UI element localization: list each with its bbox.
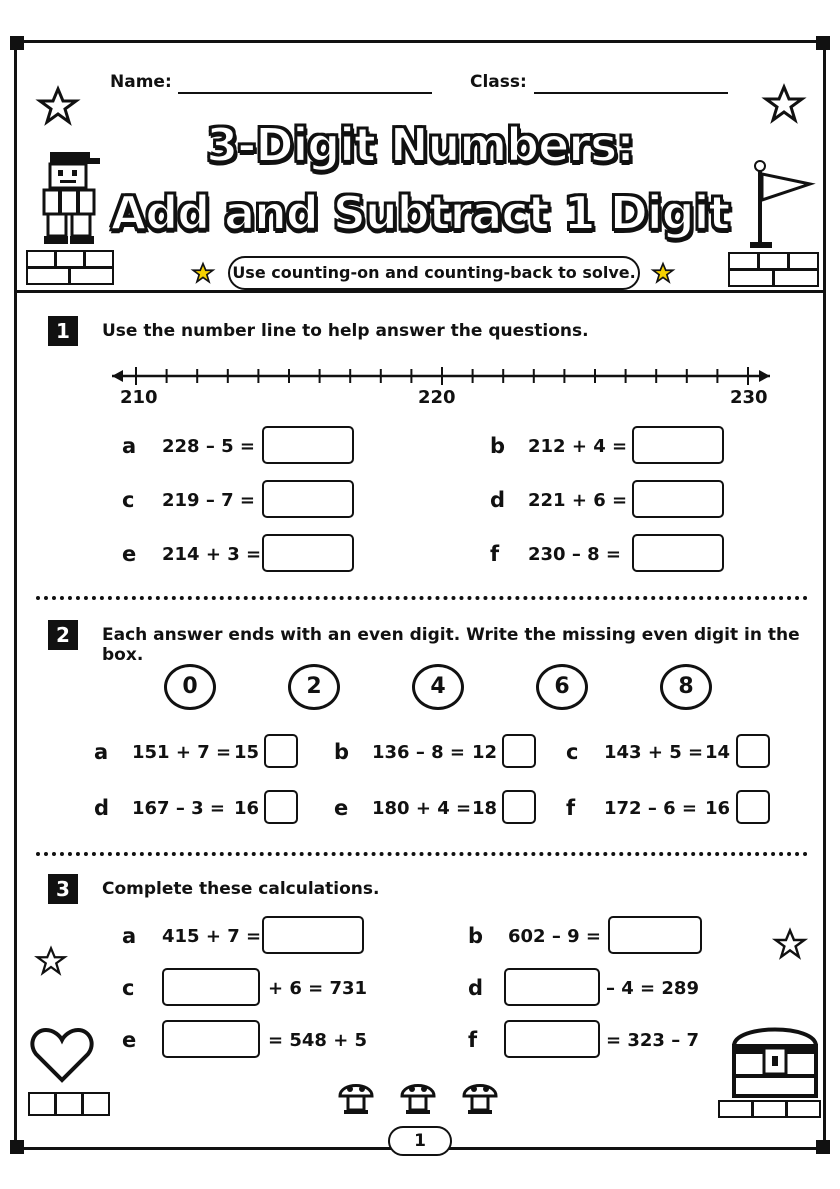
q2-digit-box-a[interactable] (264, 734, 298, 768)
q3-item-letter: d (468, 976, 484, 1000)
even-digit-4: 4 (412, 664, 464, 710)
mushroom-icon (400, 1076, 436, 1116)
section-divider (36, 852, 808, 856)
q2-digit-box-e[interactable] (502, 790, 536, 824)
q3-item-letter: e (122, 1028, 137, 1052)
q3-item-expression: 415 + 7 = (162, 926, 262, 947)
q1-answer-box-d[interactable] (632, 480, 724, 518)
q3-item-letter: a (122, 924, 137, 948)
q2-item-letter: b (334, 740, 350, 764)
q3-answer-box-a[interactable] (262, 916, 364, 954)
q3-answer-box-f[interactable] (504, 1020, 600, 1058)
number-line-label-end: 230 (730, 387, 768, 408)
question-2-number: 2 (48, 620, 78, 650)
q1-item-letter: a (122, 434, 137, 458)
q1-answer-box-e[interactable] (262, 534, 354, 572)
q2-item-expression: 136 – 8 = (372, 742, 465, 763)
q1-answer-box-f[interactable] (632, 534, 724, 572)
even-digit-0: 0 (164, 664, 216, 710)
star-icon (774, 928, 806, 960)
q3-answer-box-c[interactable] (162, 968, 260, 1006)
q2-item-partial: 16 (705, 798, 731, 819)
number-line-label-start: 210 (120, 387, 158, 408)
arrow-right-icon (759, 370, 770, 382)
page-number: 1 (388, 1126, 452, 1156)
q1-answer-box-b[interactable] (632, 426, 724, 464)
q3-item-expression: + 6 = 731 (268, 978, 368, 999)
q2-item-partial: 18 (472, 798, 498, 819)
q1-answer-box-a[interactable] (262, 426, 354, 464)
number-line (0, 0, 840, 420)
q2-digit-box-c[interactable] (736, 734, 770, 768)
section-divider (36, 596, 808, 600)
q1-item-letter: d (490, 488, 506, 512)
q2-item-partial: 12 (472, 742, 498, 763)
q2-item-expression: 180 + 4 = (372, 798, 472, 819)
question-2-instruction: Each answer ends with an even digit. Write the missing even digit in the box. (102, 625, 800, 665)
q2-item-expression: 151 + 7 = (132, 742, 232, 763)
even-digit-6: 6 (536, 664, 588, 710)
q2-digit-box-f[interactable] (736, 790, 770, 824)
q3-answer-box-b[interactable] (608, 916, 702, 954)
q1-item-expression: 221 + 6 = (528, 490, 628, 511)
mushroom-icon (462, 1076, 498, 1116)
q2-item-letter: a (94, 740, 109, 764)
mushroom-icon (338, 1076, 374, 1116)
q2-digit-box-b[interactable] (502, 734, 536, 768)
q1-item-letter: e (122, 542, 137, 566)
question-1-instruction: Use the number line to help answer the questions. (102, 321, 589, 341)
star-icon (36, 946, 66, 976)
q3-item-expression: = 548 + 5 (268, 1030, 368, 1051)
q2-item-expression: 143 + 5 = (604, 742, 704, 763)
q1-item-letter: c (122, 488, 135, 512)
question-3-number: 3 (48, 874, 78, 904)
q1-item-expression: 219 – 7 = (162, 490, 255, 511)
q1-item-expression: 228 – 5 = (162, 436, 255, 457)
q1-item-letter: b (490, 434, 506, 458)
title-line-1: 3-Digit Numbers: (206, 118, 634, 172)
q2-digit-box-d[interactable] (264, 790, 298, 824)
q2-item-partial: 15 (234, 742, 260, 763)
brick-icon (718, 1100, 822, 1118)
brick-icon (28, 1092, 110, 1116)
even-digit-2: 2 (288, 664, 340, 710)
question-3-instruction: Complete these calculations. (102, 879, 380, 899)
title-line-2: Add and Subtract 1 Digit (110, 186, 730, 240)
q1-item-expression: 214 + 3 = (162, 544, 262, 565)
question-1-number: 1 (48, 316, 78, 346)
even-digit-8: 8 (660, 664, 712, 710)
q2-item-letter: c (566, 740, 579, 764)
q2-item-expression: 167 – 3 = (132, 798, 225, 819)
frame-corner (816, 1140, 830, 1154)
number-line-label-mid: 220 (418, 387, 456, 408)
frame-corner (10, 1140, 24, 1154)
q3-answer-box-e[interactable] (162, 1020, 260, 1058)
treasure-chest-icon (730, 1016, 820, 1100)
q2-item-letter: f (566, 796, 576, 820)
arrow-left-icon (112, 370, 123, 382)
q2-item-partial: 14 (705, 742, 731, 763)
q1-item-expression: 230 – 8 = (528, 544, 621, 565)
q3-item-expression: 602 – 9 = (508, 926, 601, 947)
heart-icon (30, 1026, 94, 1084)
class-label: Class: (470, 72, 527, 92)
q2-item-partial: 16 (234, 798, 260, 819)
q1-item-expression: 212 + 4 = (528, 436, 628, 457)
q3-item-expression: – 4 = 289 (606, 978, 699, 999)
q1-item-letter: f (490, 542, 500, 566)
q3-item-expression: = 323 – 7 (606, 1030, 699, 1051)
q2-item-expression: 172 – 6 = (604, 798, 697, 819)
q2-item-letter: d (94, 796, 110, 820)
subtitle: Use counting-on and counting-back to solve. (228, 256, 640, 290)
q3-answer-box-d[interactable] (504, 968, 600, 1006)
q3-item-letter: c (122, 976, 135, 1000)
q3-item-letter: f (468, 1028, 478, 1052)
q1-answer-box-c[interactable] (262, 480, 354, 518)
name-label: Name: (110, 72, 172, 92)
q3-item-letter: b (468, 924, 484, 948)
q2-item-letter: e (334, 796, 349, 820)
